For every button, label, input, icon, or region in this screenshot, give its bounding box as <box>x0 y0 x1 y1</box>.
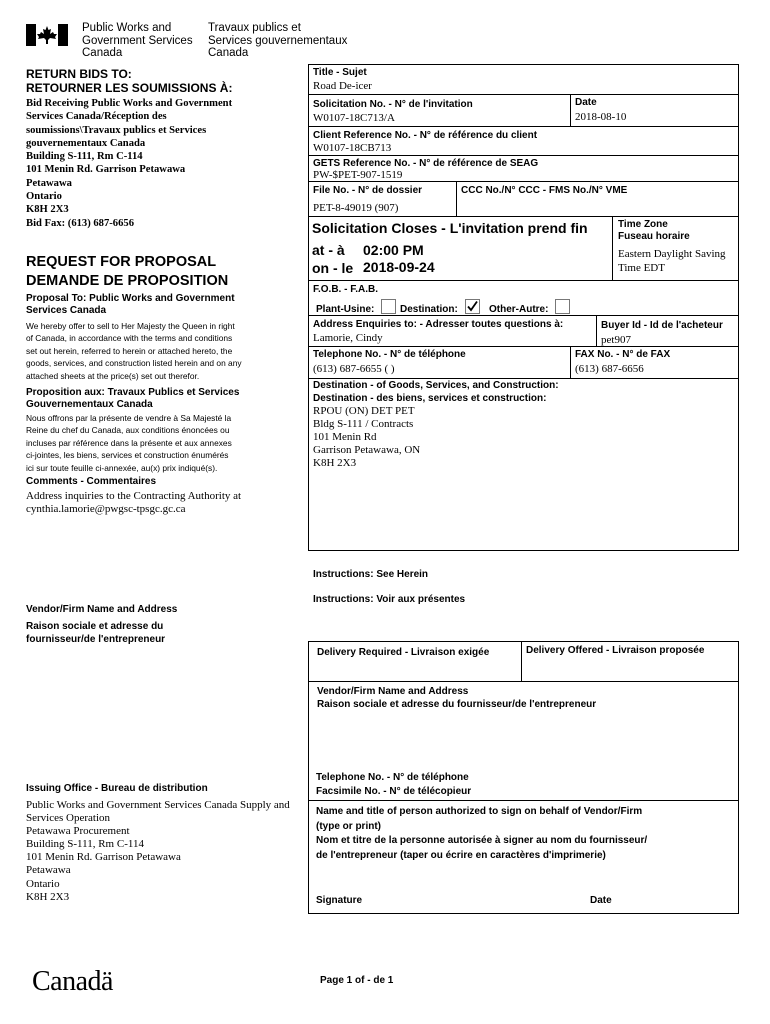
rfp-heading-en: REQUEST FOR PROPOSAL <box>26 254 217 270</box>
divider <box>308 94 739 95</box>
solicitation-value: W0107-18C713/A <box>313 112 395 124</box>
solicitation-label: Solicitation No. - N° de l'invitation <box>313 99 473 110</box>
comments-heading: Comments - Commentaires <box>26 476 157 487</box>
buyer-id-value: pet907 <box>601 334 631 346</box>
other-label: Other-Autre: <box>489 304 549 315</box>
plant-checkbox[interactable] <box>381 299 396 314</box>
department-name-en: Public Works and Government Services Canada <box>82 22 193 59</box>
divider <box>570 94 571 126</box>
buyer-id-label: Buyer Id - Id de l'acheteur <box>601 320 723 331</box>
destination-label: Destination: <box>400 304 458 315</box>
instructions-en: Instructions: See Herein <box>313 569 429 580</box>
fob-other-option[interactable] <box>489 299 570 315</box>
signature-date-label: Date <box>590 895 612 906</box>
client-reference-value: W0107-18CB713 <box>313 142 392 154</box>
fax-value: (613) 687-6656 <box>575 363 644 375</box>
return-bids-heading-en: RETURN BIDS TO: <box>26 67 132 81</box>
fob-plant-option[interactable] <box>316 299 396 315</box>
date-value: 2018-08-10 <box>575 111 627 123</box>
solicitation-closes-heading: Solicitation Closes - L'invitation prend fin <box>312 220 588 236</box>
divider <box>308 216 739 217</box>
fob-destination-option[interactable] <box>400 299 480 315</box>
issuing-office-address: Public Works and Government Services Canada Supply and Services Operation Petawawa Procurement Building S-111, Rm C-114 101 Menin Rd. Garrison Petawawa Petawawa Ontario K8H 2X3 <box>26 799 290 903</box>
divider <box>308 315 739 316</box>
address-enquiries-value: Lamorie, Cindy <box>313 332 383 344</box>
closes-on-value: 2018-09-24 <box>363 259 435 275</box>
gets-reference-label: GETS Reference No. - N° de référence de SEAG <box>313 158 539 169</box>
proposal-to-heading: Proposal To: Public Works and Government Services Canada <box>26 293 235 316</box>
page-number: Page 1 of - de 1 <box>320 975 394 986</box>
closes-at-value: 02:00 PM <box>363 242 424 258</box>
telephone-value: (613) 687-6655 ( ) <box>313 363 395 375</box>
divider <box>596 315 597 346</box>
divider <box>308 126 739 127</box>
proposition-text: Nous offrons par la présente de vendre à Sa Majesté la Reine du chef du Canada, aux conditions énoncées ou incluses par référence dans la présente et aux annexes ci-jointes, les biens, services et construction énumérés ici sur toute feuille ci-annexée, au(x) prix indiqué(s). <box>26 413 232 473</box>
vendor-heading-left: Vendor/Firm Name and Address <box>26 604 178 615</box>
canada-wordmark-logo: Canadä <box>32 966 113 997</box>
divider <box>308 800 739 801</box>
proposition-heading: Proposition aux: Travaux Publics et Services Gouvernementaux Canada <box>26 387 240 410</box>
telephone-label: Telephone No. - N° de téléphone <box>313 349 466 360</box>
rfp-heading-fr: DEMANDE DE PROPOSITION <box>26 273 229 289</box>
vendor-heading-left-fr: Raison sociale et adresse du fournisseur/de l'entrepreneur <box>26 621 166 645</box>
divider <box>308 280 739 281</box>
comments-text: Address inquiries to the Contracting Authority at cynthia.lamorie@pwgsc-tpsgc.gc.ca <box>26 490 242 515</box>
return-bids-heading-fr: RETOURNER LES SOUMISSIONS À: <box>26 81 233 95</box>
file-number-value: PET-8-49019 (907) <box>313 202 399 214</box>
divider <box>570 346 571 378</box>
fob-label: F.O.B. - F.A.B. <box>313 284 378 295</box>
date-label: Date <box>575 97 597 108</box>
other-checkbox[interactable] <box>555 299 570 314</box>
destination-goods-label: Destination - of Goods, Services, and Construction: Destination - des biens, services et construction: <box>313 380 559 404</box>
signatory-label: Name and title of person authorized to sign on behalf of Vendor/Firm (type or print) Nom et titre de la personne autorisée à signer au nom du fournisseur/ de l'entrepreneur (taper ou écrire en caractères d'imprimerie) <box>316 806 648 861</box>
closes-on-label: on - le <box>312 260 354 276</box>
closes-at-label: at - à <box>312 242 345 258</box>
divider <box>521 641 522 681</box>
title-value: Road De-icer <box>313 80 372 92</box>
divider <box>612 216 613 280</box>
time-zone-value: Eastern Daylight Saving Time EDT <box>618 248 726 274</box>
plant-label: Plant-Usine: <box>316 304 375 315</box>
instructions-fr: Instructions: Voir aux présentes <box>313 594 466 605</box>
divider <box>308 681 739 682</box>
time-zone-label: Time Zone Fuseau horaire <box>618 219 690 242</box>
delivery-required-label: Delivery Required - Livraison exigée <box>317 647 490 658</box>
title-label: Title - Sujet <box>313 67 367 78</box>
file-number-label: File No. - N° de dossier <box>313 185 423 196</box>
gets-reference-value: PW-$PET-907-1519 <box>313 169 403 181</box>
divider <box>308 181 739 182</box>
divider <box>456 181 457 216</box>
delivery-offered-label: Delivery Offered - Livraison proposée <box>526 645 705 656</box>
canada-flag-icon <box>26 24 68 46</box>
divider <box>308 378 739 379</box>
bid-receiving-address: Bid Receiving Public Works and Government Services Canada/Réception des soumissions\Travaux publics et Services gouvernementaux Canada Building S-111, Rm C-114 101 Menin Rd. Garrison Petawawa Petawawa Ontario K8H 2X3 Bid Fax: (613) 687-6656 <box>26 98 233 229</box>
divider <box>308 155 739 156</box>
fax-label: FAX No. - N° de FAX <box>575 349 671 360</box>
department-name-fr: Travaux publics et Services gouvernementaux Canada <box>208 22 348 59</box>
address-enquiries-label: Address Enquiries to: - Adresser toutes questions à: <box>313 319 564 330</box>
divider <box>308 346 739 347</box>
vendor-phone-fax-label: Telephone No. - N° de téléphone Facsimile No. - N° de télécopieur <box>316 772 472 797</box>
proposal-to-text: We hereby offer to sell to Her Majesty the Queen in right of Canada, in accordance with the terms and conditions set out herein, referred to herein or attached hereto, the goods, services, and construction listed herein and on any attached sheets at the price(s) set out therefor. <box>26 321 242 381</box>
destination-checkbox[interactable] <box>465 299 480 314</box>
check-icon <box>466 300 479 313</box>
destination-goods-value: RPOU (ON) DET PET Bldg S-111 / Contracts 101 Menin Rd Garrison Petawawa, ON K8H 2X3 <box>313 405 421 469</box>
ccc-number-label: CCC No./N° CCC - FMS No./N° VME <box>461 185 628 196</box>
issuing-office-heading: Issuing Office - Bureau de distribution <box>26 783 208 794</box>
signature-label: Signature <box>316 895 363 906</box>
client-reference-label: Client Reference No. - N° de référence du client <box>313 130 538 141</box>
vendor-name-address-label: Vendor/Firm Name and Address Raison sociale et adresse du fournisseur/de l'entrepreneur <box>317 686 597 710</box>
